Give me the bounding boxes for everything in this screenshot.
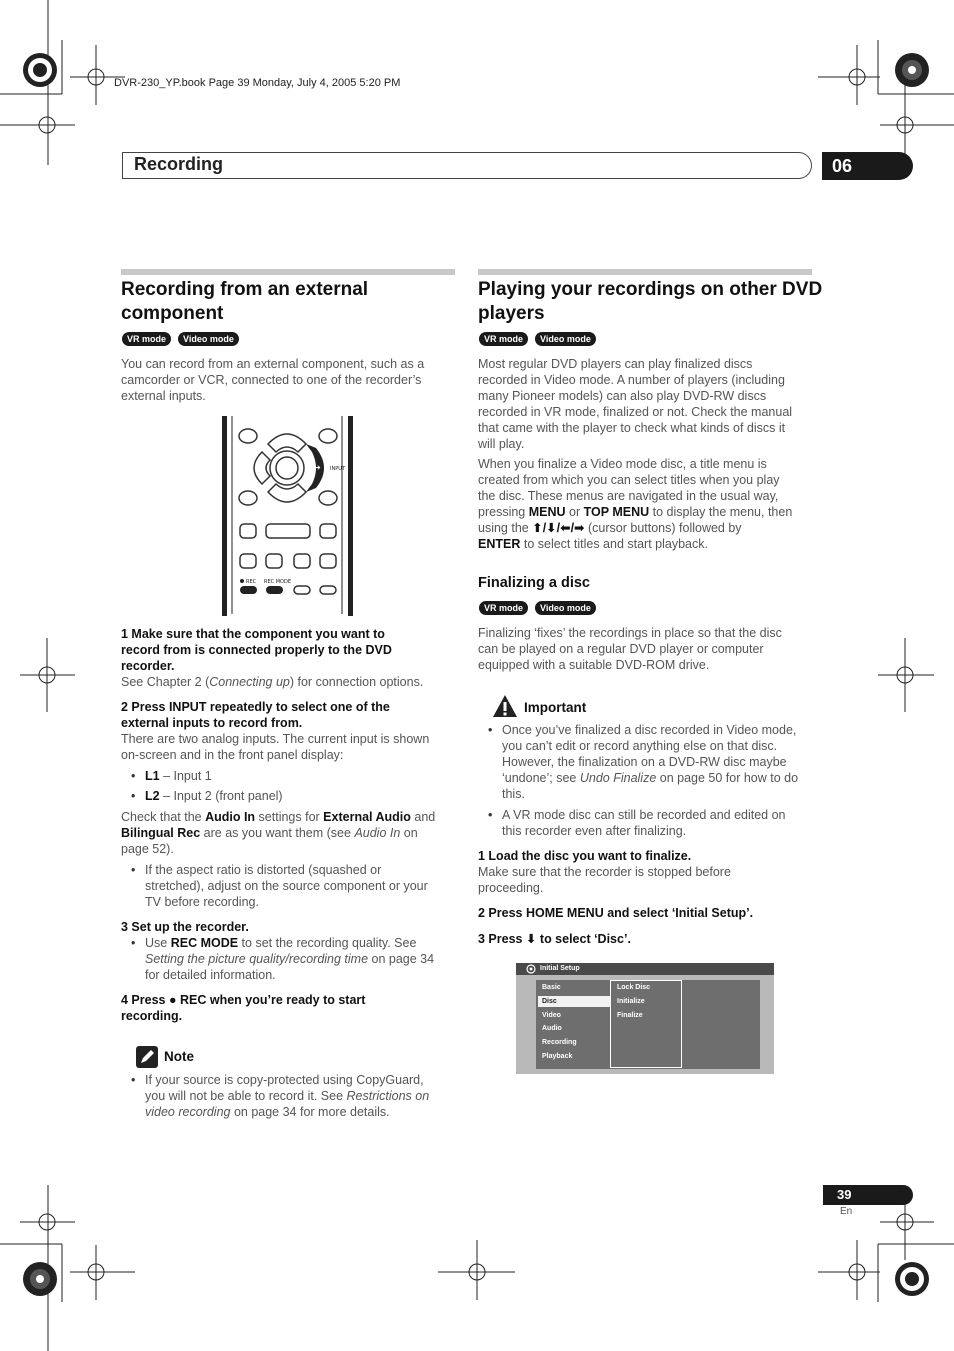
page-number: 39	[823, 1185, 913, 1205]
finalize-step-3: 3 Press ⬇ to select ‘Disc’.	[478, 932, 631, 946]
step-1-heading: 1 Make sure that the component you want to record from is connected properly to the DVD recorder.	[121, 627, 392, 673]
finalize-step-2: 2 Press HOME MENU and select ‘Initial Setup’.	[478, 906, 754, 920]
finalizing-text: Finalizing ‘fixes’ the recordings in place so that the disc can be played on a regular DVD player or computer equipped with a suitable DVD-ROM drive.	[478, 626, 782, 672]
remote-control-illustration	[220, 414, 358, 618]
warning-icon	[492, 694, 518, 718]
osd-item-recording[interactable]: Recording	[542, 1039, 577, 1046]
vr-mode-badge: VR mode	[122, 332, 171, 346]
important-point-2: • A VR mode disc can still be recorded and edited on this recorder even after finalizing.	[488, 807, 832, 839]
check-settings-text: Check that the Audio In settings for External Audio and Bilingual Rec are as you want them (see Audio In on page 52).	[121, 810, 436, 856]
osd-item-finalize[interactable]: Finalize	[617, 1012, 643, 1019]
osd-item-disc[interactable]: Disc	[542, 998, 557, 1005]
left-intro: You can record from an external component, such as a camcorder or VCR, connected to one of the recorder’s external inputs.	[121, 357, 425, 403]
right-section-title: Playing your recordings on other DVD players	[478, 279, 823, 324]
chapter-number: 06	[822, 152, 913, 180]
vr-mode-badge: VR mode	[479, 332, 528, 346]
compatibility-text: Most regular DVD players can play finalized discs recorded in Video mode. A number of players (including many Pioneer models) can also play DVD-RW discs recorded in VR mode, finalized or not. Check the manual that came with the player to check what kinds of discs it will play.	[478, 357, 793, 451]
finalize-step-1: 1 Load the disc you want to finalize.	[478, 849, 692, 863]
osd-item-playback[interactable]: Playback	[542, 1053, 573, 1060]
video-mode-badge: Video mode	[535, 332, 596, 346]
rec-mode-tip: • Use REC MODE to set the recording quality. See Setting the picture quality/recording time on page 34 for detailed information.	[131, 935, 469, 983]
osd-title: Initial Setup	[516, 963, 774, 975]
note-label: Note	[164, 1049, 194, 1064]
input-l2-item: • L2 – Input 2 (front panel)	[131, 788, 465, 804]
finalizing-subheading: Finalizing a disc	[478, 575, 590, 591]
osd-submenu	[610, 980, 682, 1068]
remote-rec-label: REC	[246, 579, 257, 585]
remote-recmode-label: REC MODE	[264, 579, 291, 585]
section-bar-right	[478, 269, 812, 275]
print-line: DVR-230_YP.book Page 39 Monday, July 4, 2005 5:20 PM	[114, 77, 401, 89]
initial-setup-screen	[516, 963, 774, 1074]
video-mode-badge: Video mode	[178, 332, 239, 346]
header-bar	[122, 152, 812, 179]
setup-icon	[526, 964, 536, 974]
title-menu-text: When you finalize a Video mode disc, a title menu is created from which you can select titles when you play the disc. These menus are navigated in the usual way, pressing MENU or TOP MENU to display the menu, then using the ⬆/⬇/⬅/➡ (cursor buttons) followed by ENTER to select titles and start playback.	[478, 457, 793, 551]
video-mode-badge: Video mode	[535, 601, 596, 615]
vr-mode-badge: VR mode	[479, 601, 528, 615]
step-3-heading: 3 Set up the recorder.	[121, 920, 249, 934]
step-2-heading: 2 Press INPUT repeatedly to select one of the external inputs to record from.	[121, 700, 390, 730]
osd-item-initialize[interactable]: Initialize	[617, 998, 645, 1005]
osd-item-lock-disc[interactable]: Lock Disc	[617, 984, 651, 991]
left-section-title: Recording from an external component	[121, 279, 369, 324]
aspect-ratio-tip: • If the aspect ratio is distorted (squashed or stretched), adjust on the source component or your TV before recording.	[131, 862, 469, 910]
svg-text:➔: ➔	[314, 463, 321, 472]
important-label: Important	[524, 700, 587, 715]
section-bar-left	[121, 269, 455, 275]
step-1-text: See Chapter 2 (Connecting up) for connection options.	[121, 675, 424, 689]
step-4-heading: 4 Press ● REC when you’re ready to start recording.	[121, 993, 366, 1023]
language-tag: En	[840, 1206, 853, 1217]
remote-input-label: INPUT	[330, 466, 345, 472]
input-l1-item: • L1 – Input 1	[131, 768, 465, 784]
osd-item-video[interactable]: Video	[542, 1012, 561, 1019]
important-point-1: • Once you’ve finalized a disc recorded in Video mode, you can’t edit or record anything else on that disc. However, the finalization on a DVD-RW disc maybe ‘undone’; see Undo Finalize on page 50 for how to do this.	[488, 722, 832, 802]
osd-item-basic[interactable]: Basic	[542, 984, 561, 991]
finalize-step-1-text: Make sure that the recorder is stopped before proceeding.	[478, 865, 731, 895]
copyguard-note: • If your source is copy-protected using CopyGuard, you will not be able to record it. See Restrictions on video recording on page 34 for more details.	[131, 1072, 469, 1120]
step-2-text: There are two analog inputs. The current input is shown on-screen and in the front panel display:	[121, 732, 430, 762]
osd-item-audio[interactable]: Audio	[542, 1025, 562, 1032]
note-pencil-icon	[136, 1046, 158, 1068]
header-title: Recording	[134, 154, 224, 174]
